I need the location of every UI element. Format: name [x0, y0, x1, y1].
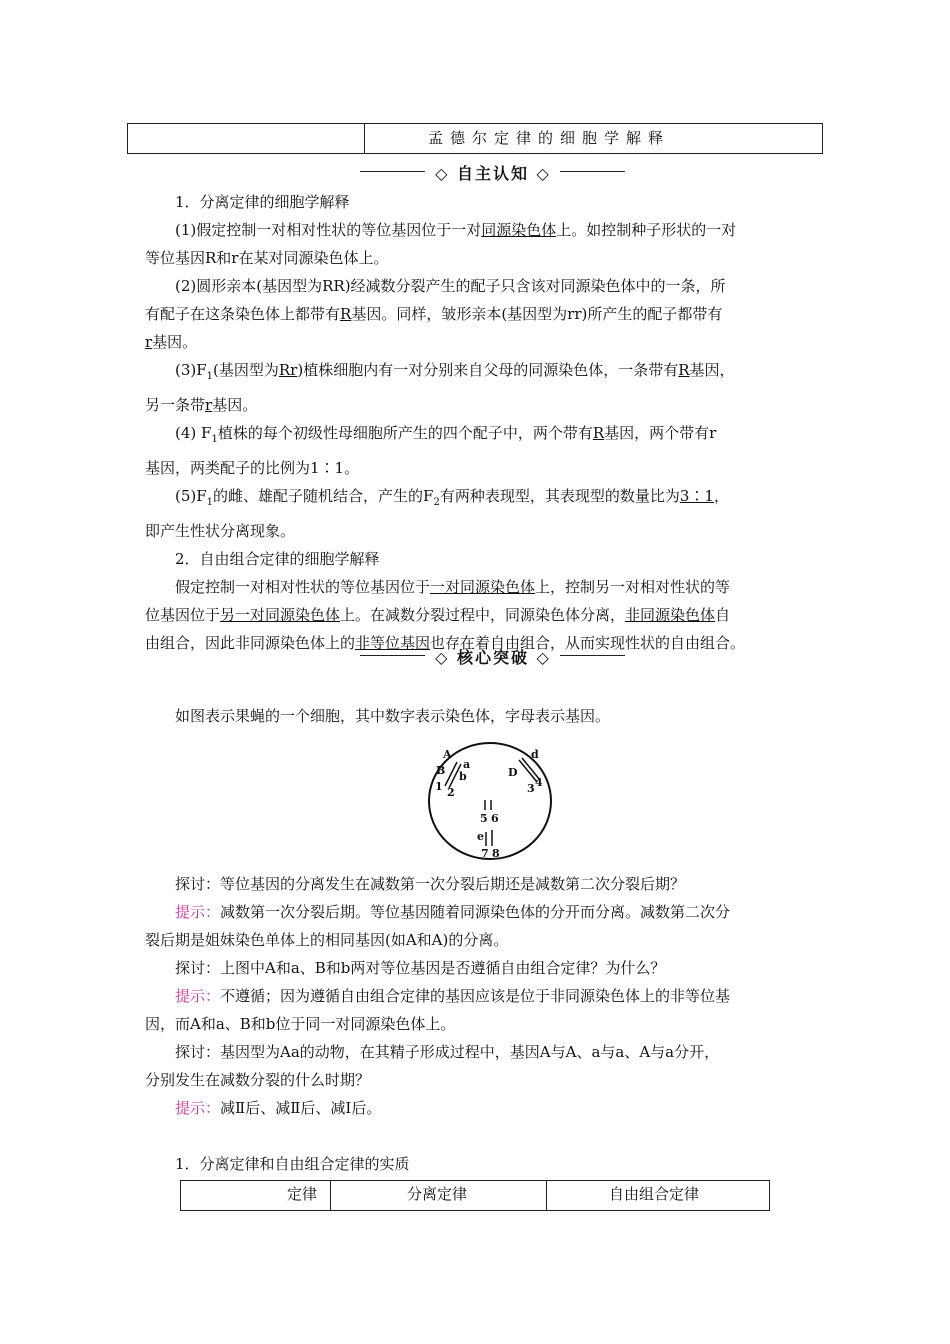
hint-line — [145, 982, 810, 1010]
table-header-segregation: 分离定律 — [407, 1185, 468, 1203]
chromosome-label: 4 — [535, 776, 543, 789]
underlined-answer: r — [145, 333, 153, 351]
underlined-answer: R — [340, 305, 352, 323]
text: 上，控制另一对相对性状的等 — [535, 578, 731, 596]
text: 减数第一次分裂后期。等位基因随着同源染色体的分开而分离。减数第二次分 — [220, 903, 731, 921]
text: 的雌、雄配子随机结合，产生的F — [213, 487, 434, 505]
chromosome-label: 1 — [435, 780, 443, 793]
table-header-independent-assortment: 自由组合定律 — [609, 1185, 700, 1203]
subscript: 1 — [206, 497, 214, 508]
text-line — [145, 391, 810, 419]
chromosome-label: 7 — [481, 847, 489, 860]
discussion-question: 探讨：上图中A和a、B和b两对等位基因是否遵循自由组合定律？为什么？ — [175, 959, 666, 977]
underlined-answer: 一对同源染色体 — [430, 578, 536, 596]
heading-rule-left — [360, 171, 425, 172]
chromosome-pair-5-6 — [485, 800, 491, 810]
text-line — [145, 601, 810, 629]
underlined-answer: 3∶1 — [679, 487, 714, 505]
underlined-answer: Rr — [278, 361, 298, 379]
chromosome-label: 3 — [527, 782, 535, 795]
hint-line — [145, 1094, 810, 1122]
header-empty-cell — [128, 124, 365, 153]
text-line: 等位基因R和r在某对同源染色体上。 — [145, 249, 389, 267]
item-heading: 1．分离定律和自由组合定律的实质 — [175, 1155, 410, 1173]
chromosome-label: 8 — [492, 847, 500, 860]
item-heading: 1．分离定律的细胞学解释 — [175, 193, 350, 211]
text-line: 基因，两类配子的比例为1∶1。 — [145, 459, 360, 477]
text: 不遵循；因为遵循自由组合定律的基因应该是位于非同源染色体上的非等位基 — [220, 987, 731, 1005]
text-line — [145, 328, 810, 356]
hint-label: 提示： — [175, 987, 221, 1005]
gene-label: B — [436, 764, 446, 777]
hint-label: 提示： — [175, 903, 221, 921]
heading-rule-right — [560, 171, 625, 172]
subscript: 1 — [211, 434, 218, 445]
table-header-law: 定律 — [287, 1185, 318, 1203]
text-line: 分别发生在减数分裂的什么时期？ — [145, 1071, 371, 1089]
chromosome-label: 6 — [491, 812, 499, 825]
hint-line — [145, 898, 810, 926]
text-line — [145, 300, 810, 328]
gene-label: D — [508, 766, 518, 779]
text: 由组合，因此非同源染色体上的 — [145, 634, 356, 652]
heading-rule-right — [560, 655, 625, 656]
text: 基因。 — [212, 396, 258, 414]
page-title: 孟德尔定律的细胞学解释 — [428, 129, 671, 147]
underlined-answer: 非同源染色体 — [625, 606, 716, 624]
gene-label: d — [531, 748, 539, 761]
text-line — [145, 482, 810, 517]
text: (3)F — [175, 361, 207, 379]
text-line — [145, 419, 810, 454]
section-heading-text: ◇ 核心突破 ◇ — [435, 648, 551, 667]
text: 基因， — [689, 361, 735, 379]
underlined-answer: r — [205, 396, 213, 414]
law-comparison-table — [180, 1180, 770, 1211]
paragraph — [145, 1150, 810, 1178]
text: 基因。同样，皱形亲本(基因型为rr)所产生的配子都带有 — [351, 305, 723, 323]
text: 有配子在这条染色体上都带有 — [145, 305, 341, 323]
text-line — [145, 356, 810, 391]
section-heading-self-study — [360, 161, 625, 183]
gene-label: b — [459, 770, 467, 783]
text: 减Ⅱ后、减Ⅱ后、减Ⅰ后。 — [220, 1099, 382, 1117]
underlined-answer: R — [592, 424, 605, 442]
chromosome-label: 5 — [480, 812, 488, 825]
discussion-question: 探讨：基因型为Aa的动物，在其精子形成过程中，基因A与A、a与a、A与a分开， — [175, 1043, 720, 1061]
text: 植株的每个初级性母细胞所产生的四个配子中，两个带有 — [217, 424, 593, 442]
heading-rule-left — [360, 655, 425, 656]
text-line: 即产生性状分离现象。 — [145, 522, 296, 540]
text: 也存在着自由组合，从而实现性状的自由组合。 — [430, 634, 746, 652]
text: (5)F — [175, 487, 207, 505]
figure-intro: 如图表示果蝇的一个细胞，其中数字表示染色体，字母表示基因。 — [175, 707, 611, 725]
text: 基因。 — [152, 333, 198, 351]
text-line — [145, 216, 810, 244]
text: 自 — [715, 606, 731, 624]
chromosome-label: 2 — [447, 786, 455, 799]
text: 有两种表现型，其表现型的数量比为 — [439, 487, 680, 505]
text: 位基因位于 — [145, 606, 221, 624]
subscript: 1 — [206, 371, 214, 382]
text: (4) F — [175, 424, 212, 442]
item-heading: 2．自由组合定律的细胞学解释 — [175, 550, 380, 568]
hint-label: 提示： — [175, 1099, 221, 1117]
underlined-answer: R — [678, 361, 690, 379]
text-line: 裂后期是姐妹染色单体上的相同基因(如A和A)的分离。 — [145, 931, 509, 949]
text: )植株细胞内有一对分别来自父母的同源染色体，一条带有 — [297, 361, 679, 379]
text: 上。如控制种子形状的一对 — [556, 221, 737, 239]
paragraph — [145, 702, 810, 730]
gene-label: a — [463, 758, 471, 771]
underlined-answer: 另一对同源染色体 — [220, 606, 341, 624]
cell-chromosome-figure — [425, 740, 555, 862]
discussion-question: 探讨：等位基因的分离发生在减数第一次分裂后期还是减数第二次分裂后期？ — [175, 875, 686, 893]
discussion-block — [145, 870, 810, 1122]
text-line — [145, 573, 810, 601]
text: (基因型为 — [213, 361, 279, 379]
section-heading-core-breakthrough — [360, 645, 625, 667]
text-line: (2)圆形亲本(基因型为RR)经减数分裂产生的配子只含该对同源染色体中的一条，所 — [175, 277, 726, 295]
gene-label: e — [477, 830, 484, 843]
text: 基因，两个带有r — [604, 424, 717, 442]
subscript: 2 — [433, 497, 440, 508]
text: 假定控制一对相对性状的等位基因位于 — [175, 578, 431, 596]
text: (1)假定控制一对相对性状的等位基因位于一对 — [175, 221, 482, 239]
section-heading-text: ◇ 自主认知 ◇ — [435, 164, 551, 183]
text: 另一条带 — [145, 396, 206, 414]
gene-label: A — [443, 748, 452, 761]
chromosome-pair-7-8 — [486, 830, 492, 846]
underlined-answer: 非等位基因 — [355, 634, 431, 652]
header-box — [127, 123, 823, 154]
text: ， — [713, 487, 729, 505]
text: 上。在减数分裂过程中，同源染色体分离， — [340, 606, 626, 624]
paragraph — [145, 188, 810, 657]
underlined-answer: 同源染色体 — [481, 221, 557, 239]
text-line: 因，而A和a、B和b位于同一对同源染色体上。 — [145, 1015, 456, 1033]
